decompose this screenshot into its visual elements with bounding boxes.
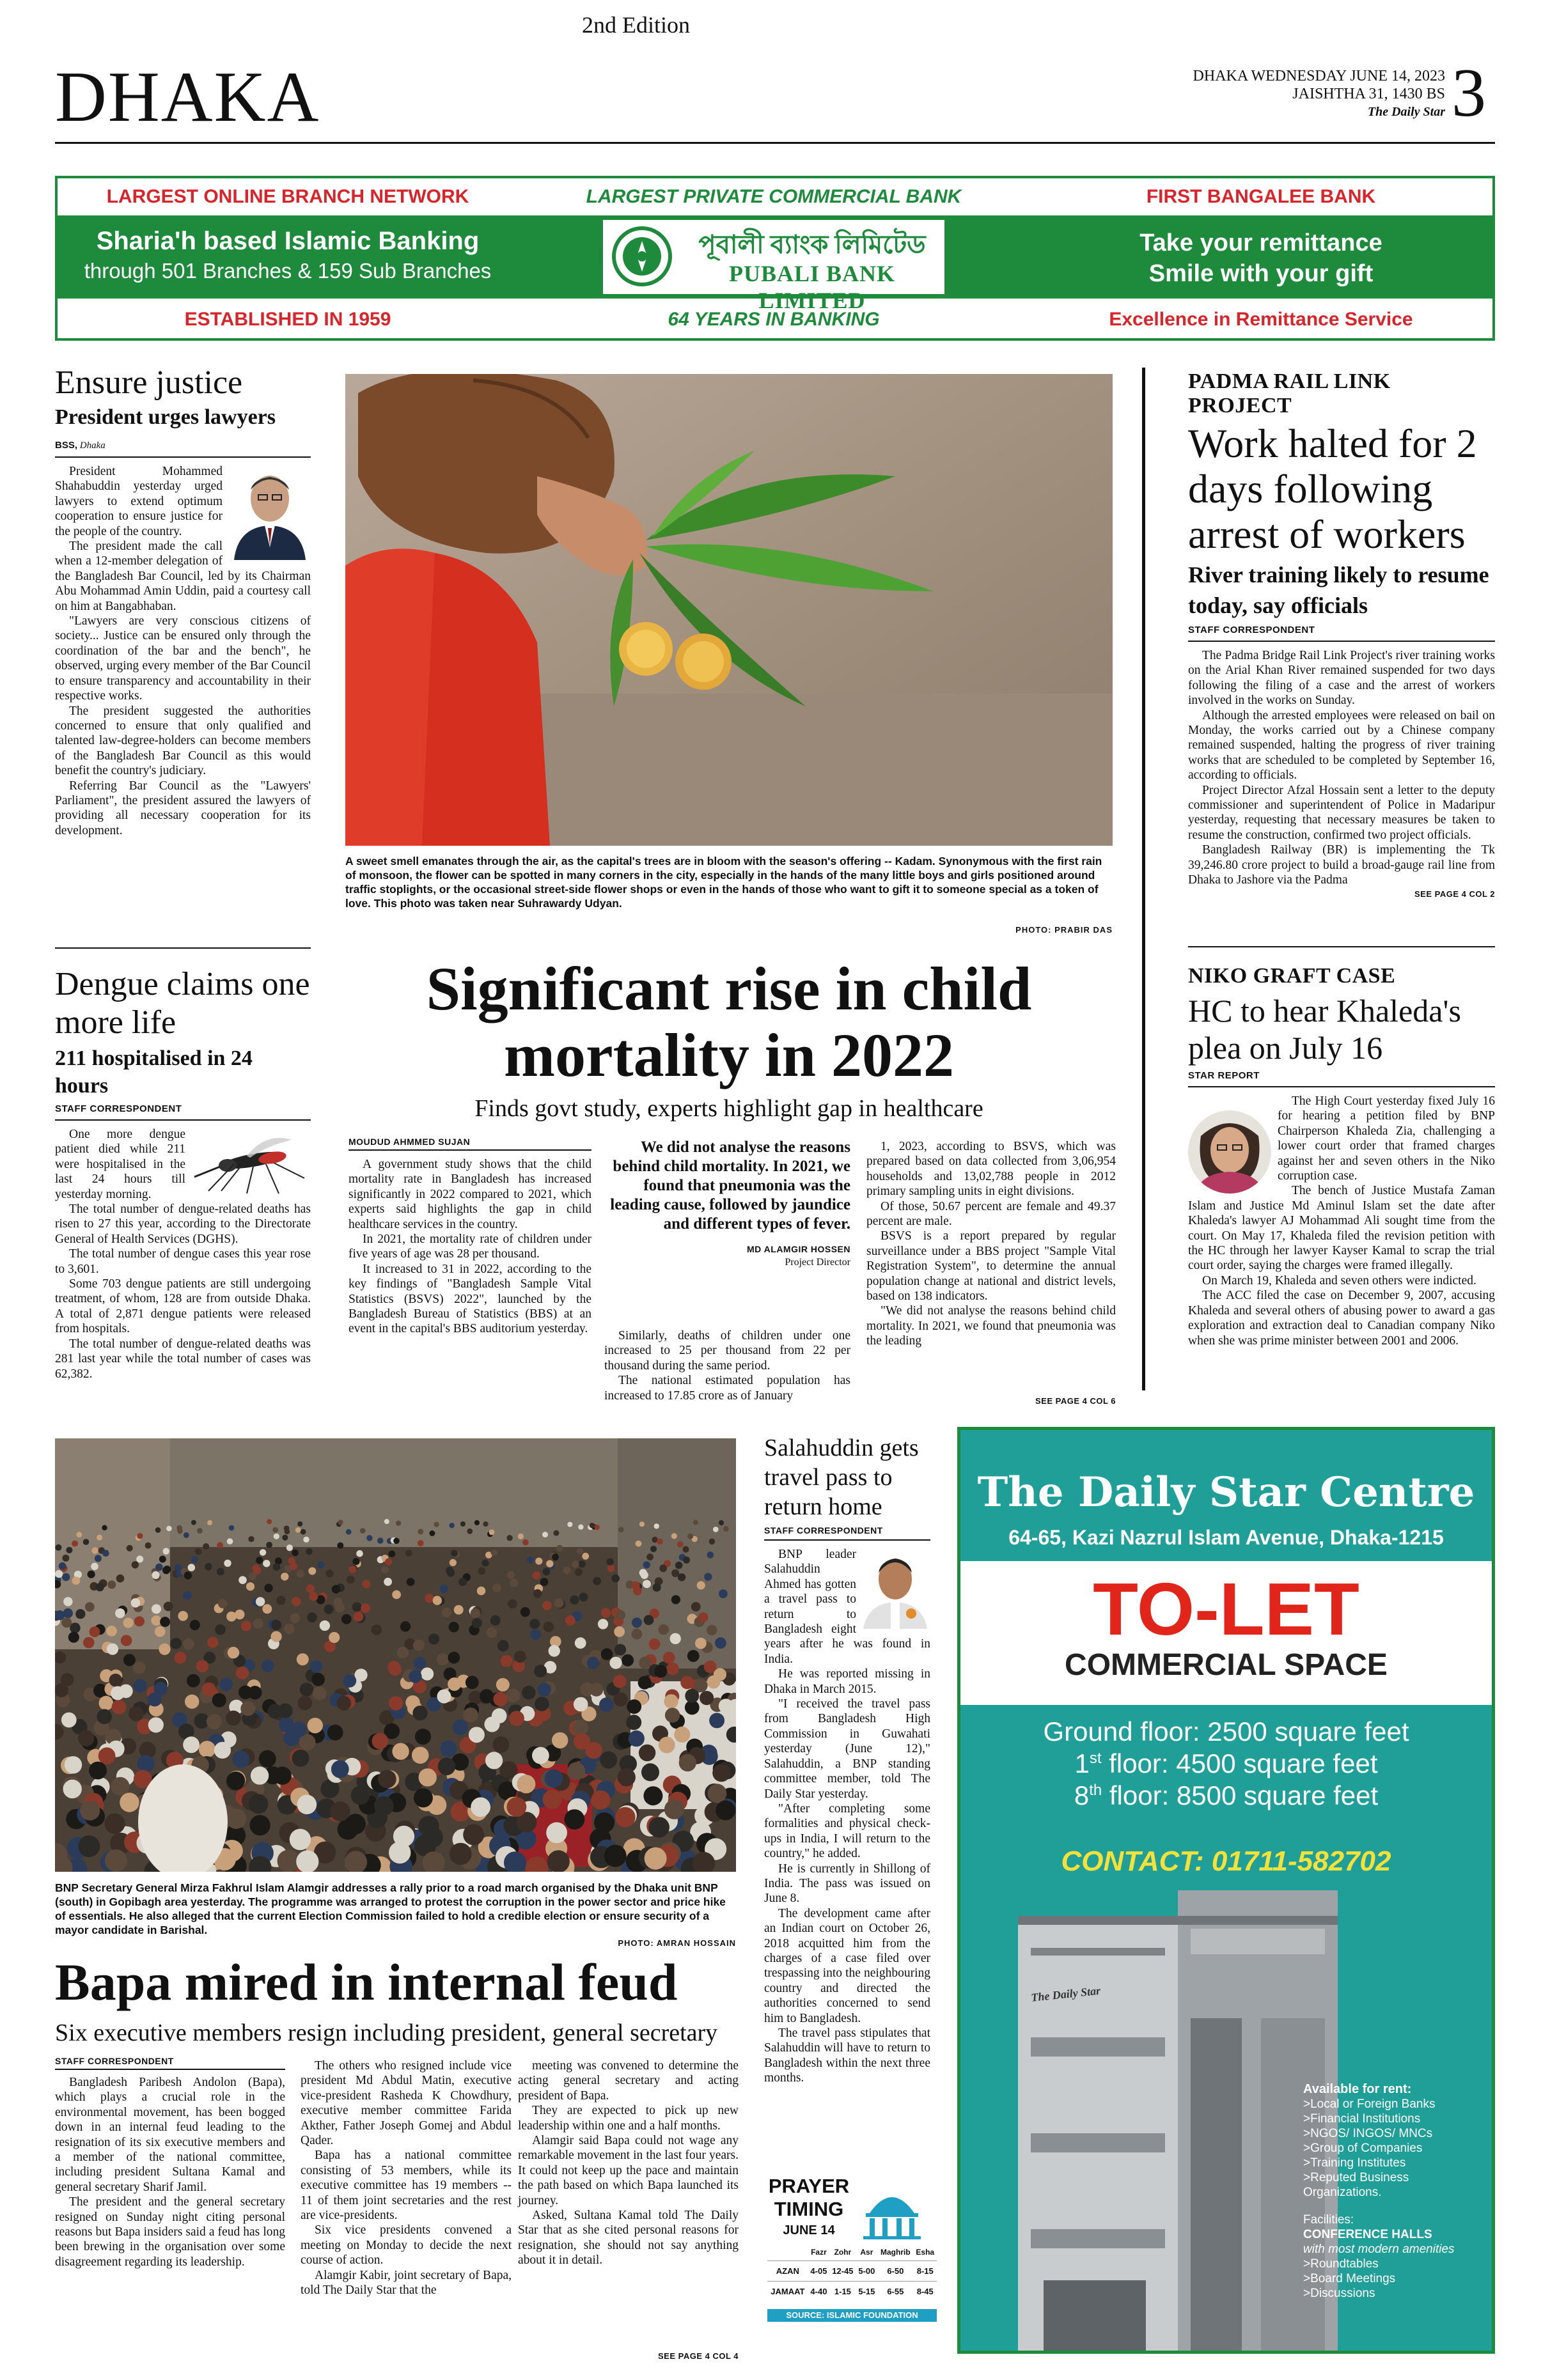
ad-col2-top: LARGEST PRIVATE COMMERCIAL BANK	[586, 186, 962, 207]
mortality-paragraph: In 2021, the mortality rate of children under five years of age was 28 per thousand.	[348, 1233, 591, 1261]
page-number: 3	[1452, 55, 1486, 131]
rally-photo	[55, 1438, 736, 1872]
tolet-teal-band	[960, 1699, 1492, 1705]
niko-paragraph: The High Court yesterday fixed July 16 for hearing a petition filed by BNP Chairperson Khaleda Zia, challenging a lower court order that framed charges against her and seven others in the Niko corruption case.	[1278, 1094, 1495, 1183]
ad-col1-line1: Sharia'h based Islamic Banking	[96, 227, 480, 255]
tolet-floors-panel	[960, 1705, 1492, 1833]
available-item: >NGOS/ INGOS/ MNCs	[1303, 2127, 1433, 2140]
prayer-row	[767, 2261, 937, 2282]
prayer-cell: 6-50	[877, 2261, 913, 2282]
floor2-pre: 1	[1074, 1748, 1090, 1778]
bapa-paragraph: Alamgir Kabir, joint secretary of Bapa, told The Daily Star that the	[301, 2268, 512, 2298]
mortality-paragraph: BSVS is a report prepared by regular surveillance under a BBS project "Sample Vital Registration System", to determine the annual population change at national and district levels, based on 138 indicators.	[866, 1229, 1116, 1303]
justice-subhead: President urges lawyers	[55, 405, 276, 429]
salahuddin-paragraph: BNP leader Salahuddin Ahmed has gotten a travel pass to return to Bangladesh eight years after he was found in India.	[764, 1548, 930, 1666]
salahuddin-paragraph: He is currently in Shillong of India. The pass was issued on June 8.	[764, 1862, 930, 1906]
justice-byline-city: Dhaka	[79, 440, 106, 451]
dengue-rule	[55, 1119, 311, 1121]
padma-paragraph: The Padma Bridge Rail Link Project's river training works on the Arial Khan River remained suspended for two days following the filing of a case and the arrest of workers involved in the works on Sunday.	[1188, 649, 1495, 708]
bapa-see-page: SEE PAGE 4 COL 4	[657, 2351, 739, 2361]
right-column-rule	[1142, 368, 1145, 1390]
bapa-paragraph: The others who resigned include vice president Md Abdul Matin, executive vice-president Rasheda K Chowdhury, executive member committee Farida Akther, Father Joseph Gomej and Abdul Qader.	[301, 2059, 512, 2148]
salahuddin-photo	[860, 1547, 930, 1629]
dengue-paragraph: The total number of dengue-related deaths has risen to 27 this year, according to the Directorate General of Health Services (DGHS).	[55, 1202, 311, 1246]
justice-paragraph: President Mohammed Shahabuddin yesterday urged lawyers to extend optimum cooperation to ensure justice for the people of the country.	[55, 465, 223, 538]
mortality-subhead: Finds govt study, experts highlight gap in healthcare	[474, 1095, 983, 1122]
tolet-brand: The Daily Star Centre	[977, 1468, 1475, 1516]
facilities-note: with most modern amenities	[1303, 2243, 1455, 2256]
prayer-header-cell: Esha	[916, 2248, 935, 2257]
prayer-cell: 4-40	[808, 2282, 829, 2302]
available-item: Organizations.	[1303, 2186, 1382, 2199]
available-list	[1303, 2097, 1489, 2200]
ad-col1-line2: through 501 Branches & 159 Sub Branches	[84, 259, 492, 283]
prayer-cell: 6-55	[877, 2282, 913, 2302]
padma-story	[1188, 369, 1495, 899]
salahuddin-paragraph: "I received the travel pass from Bangladesh High Commission in Guwahati yesterday (June 12)," Salahuddin, a BNP standing committee member, told The Daily Star yesterday.	[764, 1697, 930, 1801]
prayer-header-cell: Maghrib	[880, 2248, 911, 2257]
edition-label: 2nd Edition	[582, 12, 690, 38]
niko-kicker: NIKO GRAFT CASE	[1188, 964, 1396, 988]
available-item: >Financial Institutions	[1303, 2112, 1421, 2126]
rally-credit: PHOTO: AMRAN HOSSAIN	[618, 1938, 736, 1948]
available-block	[1303, 2082, 1489, 2301]
mortality-paragraph: Of those, 50.67 percent are female and 49.37 percent are male.	[866, 1199, 1116, 1229]
building-illustration	[1005, 1890, 1350, 2351]
salahuddin-paragraph: The development came after an Indian court on October 26, 2018 acquitted him from the charges of a case filed over trespassing into the neighbouring country and directed the authorities concerned to send him to Bangladesh.	[764, 1906, 930, 2025]
niko-paragraph: The bench of Justice Mustafa Zaman Islam and Justice Md Aminul Islam set the date after Khaleda's lawyer AJ Mohammad Ali sought time from the court. On May 17, Khaleda filed the revision petition with the HC through her lawyer Kayser Kamal to scrap the trial court order, saying the charges were framed illegally.	[1188, 1184, 1495, 1273]
available-item: >Local or Foreign Banks	[1303, 2097, 1436, 2111]
padma-see-page: SEE PAGE 4 COL 2	[1414, 889, 1495, 899]
bapa-paragraph: meeting was convened to determine the acting general secretary and acting president of Bapa.	[518, 2059, 739, 2103]
bapa-paragraph: Asked, Sultana Kamal told The Daily Star that as she cited personal reasons for resignation, she should not say anything about it in detail.	[518, 2209, 739, 2267]
ad-col3-line2: Smile with your gift	[1148, 260, 1374, 287]
justice-paragraph: Referring Bar Council as the "Lawyers' Parliament", the president assured the lawyers of providing all necessary cooperation for its development.	[55, 779, 311, 837]
padma-bottom-rule	[1188, 946, 1495, 947]
mortality-see-page: SEE PAGE 4 COL 6	[1035, 1396, 1116, 1406]
dengue-byline: STAFF CORRESPONDENT	[55, 1103, 182, 1114]
prayer-title-1: PRAYER	[768, 2175, 850, 2197]
mortality-col1	[348, 1157, 591, 1337]
ad-col3-bottom: Excellence in Remittance Service	[1109, 309, 1413, 330]
ad-col3-top: FIRST BANGALEE BANK	[1146, 186, 1376, 207]
tolet-ad	[957, 1427, 1495, 2354]
prayer-date: JUNE 14	[783, 2223, 835, 2237]
bengali-date: JAISHTHA 31, 1430 BS	[1292, 86, 1445, 102]
niko-paragraph: On March 19, Khaleda and seven others were indicted.	[1202, 1273, 1476, 1287]
mortality-paragraph: Similarly, deaths of children under one increased to 25 per thousand from 22 per thousand during the same period.	[604, 1329, 850, 1373]
bapa-headline: Bapa mired in internal feud	[55, 1953, 678, 2011]
dengue-paragraph: Some 703 dengue patients are still undergoing treatment, of whom, 128 are from outside Dhaka. A total of 2,871 dengue patients were released from hospitals.	[55, 1277, 311, 1336]
prayer-timing-box	[767, 2175, 937, 2323]
building-sign: The Daily Star	[1030, 1984, 1101, 2004]
padma-paragraph: Although the arrested employees were released on bail on Monday, the works carried out by a Chinese company remained suspended, halting the progress of river training works that are scheduled to be completed by September 16, according to officials.	[1188, 708, 1495, 782]
rally-caption: BNP Secretary General Mirza Fakhrul Islam Alamgir addresses a rally prior to a road march organised by the Dhaka unit BNP (south) in Gopibagh area yesterday. The programme was arranged to protest the corruption in the power sector and price hike of essentials. He also alleged that the current Election Commission failed to hold a credible election or ensure security of a mayor candidate in Barishal.	[55, 1881, 726, 1936]
ad-col2-bottom: 64 YEARS IN BANKING	[668, 309, 880, 330]
salahuddin-paragraph: He was reported missing in Dhaka in March 2015.	[764, 1667, 930, 1696]
justice-byline-agency: BSS,	[55, 440, 78, 451]
facilities-sub: CONFERENCE HALLS	[1303, 2228, 1432, 2241]
salahuddin-paragraph: The travel pass stipulates that Salahuddin will have to return to Bangladesh within the next three months.	[764, 2026, 930, 2085]
dengue-paragraph: The total number of dengue-related deaths was 281 last year while the total number of cases was 62,382.	[55, 1337, 311, 1381]
justice-rule	[55, 456, 311, 458]
padma-kicker: PADMA RAIL LINK PROJECT	[1188, 369, 1391, 417]
bapa-paragraph: They are expected to pick up new leadership within one and a half months.	[518, 2104, 739, 2133]
justice-paragraph: The president made the call when a 12-member delegation of the Bangladesh Bar Council, led by its Chairman Abu Mohammad Amin Uddin, paid a courtesy call on him at Bangabhaban.	[55, 540, 311, 613]
mortality-paragraph: 1, 2023, according to BSVS, which was prepared based on data collected from 3,06,954 households and 13,02,788 people in 2012 primary sampling units in eight divisions.	[866, 1140, 1116, 1199]
prayer-cell: 5-15	[856, 2282, 877, 2302]
prayer-header-cell: Fazr	[811, 2248, 827, 2257]
dengue-paragraph: The total number of dengue cases this year rose to 3,601.	[55, 1247, 311, 1276]
mortality-byline: MOUDUD AHMMED SUJAN	[348, 1137, 471, 1147]
mosquito-icon	[189, 1127, 311, 1197]
facilities-item: >Discussions	[1303, 2287, 1375, 2300]
justice-photo	[229, 464, 311, 560]
niko-story	[1188, 964, 1495, 1348]
prayer-cell: 4-05	[808, 2261, 829, 2282]
bapa-rule	[55, 2069, 285, 2070]
niko-headline: HC to hear Khaleda's plea on July 16	[1188, 993, 1461, 1066]
section-title: DHAKA	[55, 58, 320, 137]
padma-rule	[1188, 641, 1495, 642]
mortality-paragraph: It increased to 31 in 2022, according to the key findings of "Bangladesh Sample Vital Statistics (BSVS) 2022", launched by the Bangladesh Bureau of Statistics (BBS) at an event in the capital's BBS auditorium yesterday.	[348, 1262, 591, 1336]
pullquote-text: We did not analyse the reasons behind child mortality. In 2021, we found that pneumonia was the leading cause, followed by jaundice and different types of fever.	[610, 1139, 850, 1233]
salahuddin-headline: Salahuddin gets travel pass to return home	[764, 1435, 919, 1520]
mortality-paragraph: "We did not analyse the reasons behind child mortality. In 2021, we found that pneumonia was the leading	[866, 1304, 1116, 1348]
prayer-cell: JAMAAT	[767, 2282, 808, 2302]
mortality-pullquote	[604, 1138, 850, 1268]
prayer-cell: 5-00	[856, 2261, 877, 2282]
justice-story	[55, 364, 311, 838]
prayer-cell: 12-45	[829, 2261, 856, 2282]
kadam-credit: PHOTO: PRABIR DAS	[1015, 925, 1113, 935]
mortality-headline: Significant rise in child mortality in 2022	[426, 954, 1032, 1089]
dengue-paragraph: One more dengue patient died while 211 were hospitalised in the last 24 hours till yesterday morning.	[55, 1128, 185, 1201]
available-item: >Training Institutes	[1303, 2156, 1406, 2170]
bapa-paragraph: Bangladesh Paribesh Andolon (Bapa), which plays a crucial role in the environmental movement, has been bogged down in an internal feud leading to the resignation of its six executive members and a member of the national committee, including president Sultana Kamal and general secretary Sharif Jamil.	[55, 2076, 285, 2194]
prayer-source: SOURCE: ISLAMIC FOUNDATION	[767, 2309, 937, 2322]
floor2-sup: st	[1089, 1750, 1102, 1767]
bapa-paragraph: Bapa has a national committee consisting of 53 members, while its executive committee has 19 members -- 11 of them joint secretaries and the rest are vice-presidents.	[301, 2149, 512, 2223]
ad-col2-name: PUBALI BANK LIMITED	[728, 261, 896, 313]
padma-headline: Work halted for 2 days following arrest of workers	[1188, 421, 1477, 557]
bapa-paragraph: Six vice presidents convened a meeting on Monday to decide the next course of action.	[301, 2223, 512, 2267]
kadam-caption: A sweet smell emanates through the air, as the capital's trees are in bloom with the season's offering -- Kadam. Synonymous with the first rain of monsoon, the flower can be spotted in many corners in the city, especially in the hands of the many little boys and girls positioned around traffic stoplights, or the occasional street-side flower shops or even in the hands of those who want to gift it to someone special as a token of love. This photo was taken near Suhrawardy Udyan.	[345, 855, 1102, 910]
dengue-subhead: 211 hospitalised in 24 hours	[55, 1046, 253, 1098]
bapa-paragraph: The president and the general secretary resigned on Sunday night citing personal reasons but Bapa insiders said a feud has long been brewing in the organisation over some disagreement regarding its leadership.	[55, 2195, 285, 2269]
tolet-floor-eighth	[960, 1780, 1492, 1811]
tolet-address: 64-65, Kazi Nazrul Islam Avenue, Dhaka-1215	[1008, 1526, 1444, 1549]
justice-bottom-rule	[55, 947, 311, 949]
dengue-story	[55, 965, 311, 1381]
dengue-headline: Dengue claims one more life	[55, 966, 310, 1041]
floor2-post: floor: 4500 square feet	[1101, 1748, 1378, 1778]
khaleda-photo	[1188, 1110, 1271, 1194]
floor3-sup: th	[1089, 1782, 1102, 1799]
prayer-cell: AZAN	[767, 2261, 808, 2282]
tolet-floor-ground: Ground floor: 2500 square feet	[1043, 1716, 1409, 1746]
available-item: >Reputed Business	[1303, 2171, 1409, 2184]
padma-paragraph: Project Director Afzal Hossain sent a letter to the deputy commissioner and superintendent of Police in Madaripur yesterday, requesting that necessary measures be taken to resume the construction, confirmed two project officials.	[1188, 783, 1495, 842]
prayer-table	[767, 2244, 937, 2301]
facilities-title: Facilities:	[1303, 2213, 1354, 2227]
paper-name: The Daily Star	[1367, 105, 1445, 119]
salahuddin-paragraph: "After completing some formalities and physical check-ups in India, I will return to the country," he added.	[764, 1801, 930, 1861]
padma-subhead: River training likely to resume today, say officials	[1188, 562, 1489, 618]
justice-paragraph: The president suggested the authorities concerned to ensure that only qualified and talented law-degree-holders can become members of the Bangladesh Bar Council as this would benefit the country's judiciary.	[55, 704, 311, 778]
bapa-col1	[55, 2075, 285, 2269]
mortality-paragraph: The national estimated population has increased to 17.85 crore as of January	[604, 1374, 850, 1403]
date-line: DHAKA WEDNESDAY JUNE 14, 2023	[1193, 68, 1445, 84]
available-item: >Group of Companies	[1303, 2142, 1423, 2155]
justice-byline	[55, 440, 311, 451]
padma-body	[1188, 648, 1495, 888]
tolet-contact: CONTACT: 01711-582702	[1061, 1846, 1391, 1877]
bapa-col2	[301, 2058, 512, 2298]
bapa-byline: STAFF CORRESPONDENT	[55, 2056, 174, 2066]
prayer-cell: 1-15	[829, 2282, 856, 2302]
salahuddin-story	[764, 1433, 930, 2086]
pubali-ad	[55, 176, 1495, 341]
ad-col3-line1: Take your remittance	[1139, 229, 1382, 256]
facilities-list	[1303, 2257, 1489, 2301]
ad-col1-bottom: ESTABLISHED IN 1959	[184, 309, 391, 330]
mortality-rule	[348, 1149, 591, 1151]
bapa-col3	[518, 2058, 739, 2268]
prayer-cell: 8-15	[914, 2261, 937, 2282]
tolet-floor-first	[960, 1748, 1492, 1779]
pubali-logo-icon	[611, 226, 673, 287]
floor3-pre: 8	[1074, 1780, 1090, 1810]
prayer-header-cell: Zohr	[834, 2248, 852, 2257]
ad-col2-bengali: পূবালী ব্যাংক লিমিটেড	[698, 230, 926, 259]
niko-byline: STAR REPORT	[1188, 1070, 1260, 1081]
justice-headline: Ensure justice	[55, 364, 243, 401]
bapa-subhead: Six executive members resign including president, general secretary	[55, 2019, 718, 2046]
tolet-title: TO-LET	[1093, 1567, 1359, 1651]
kadam-photo	[345, 374, 1113, 846]
mortality-paragraph: A government study shows that the child mortality rate in Bangladesh has increased significantly in 2022 compared to 2021, which experts said highlights the gap in child healthcare services in the country.	[348, 1158, 591, 1231]
available-title: Available for rent:	[1303, 2082, 1412, 2096]
masthead-rule	[55, 142, 1495, 144]
facilities-item: >Board Meetings	[1303, 2272, 1396, 2285]
mortality-col3	[866, 1139, 1116, 1349]
niko-rule	[1188, 1086, 1495, 1087]
pullquote-title: Project Director	[785, 1257, 850, 1268]
tolet-subtitle: COMMERCIAL SPACE	[1065, 1648, 1388, 1682]
prayer-title-2: TIMING	[774, 2198, 844, 2220]
prayer-row	[767, 2282, 937, 2302]
prayer-cell: 8-45	[914, 2282, 937, 2302]
padma-byline: STAFF CORRESPONDENT	[1188, 625, 1315, 635]
floor3-post: floor: 8500 square feet	[1102, 1780, 1379, 1810]
mortality-col2	[604, 1328, 850, 1403]
ad-col1-top: LARGEST ONLINE BRANCH NETWORK	[106, 186, 469, 207]
padma-paragraph: Bangladesh Railway (BR) is implementing the Tk 39,246.80 crore project to build a broad-gauge rail line from Dhaka to Jashore via the Padma	[1188, 843, 1495, 887]
niko-paragraph: The ACC filed the case on December 9, 2007, accusing Khaleda and several others of abusing power to award a gas exploration and extraction deal to Canadian company Niko when she was prime minister between 2001 and 2006.	[1188, 1289, 1495, 1348]
justice-paragraph: "Lawyers are very conscious citizens of society... Justice can be ensured only through the coordination of the bar and the bench", he observed, urging every member of the Bar Council to ensure transparency and accountability in their respective works.	[55, 614, 311, 703]
facilities-item: >Roundtables	[1303, 2257, 1379, 2271]
salahuddin-byline: STAFF CORRESPONDENT	[764, 1525, 883, 1536]
bapa-paragraph: Alamgir said Bapa could not wage any remarkable movement in the last four years. It could not keep up the pace and maintain the path based on which Bapa launched its journey.	[518, 2134, 739, 2207]
prayer-header-cell: Asr	[860, 2248, 873, 2257]
date-block	[1049, 67, 1445, 121]
prayer-header-cell	[767, 2244, 808, 2261]
salahuddin-rule	[764, 1539, 930, 1541]
pullquote-name: MD ALAMGIR HOSSEN	[747, 1244, 850, 1254]
mosque-icon	[857, 2181, 927, 2240]
